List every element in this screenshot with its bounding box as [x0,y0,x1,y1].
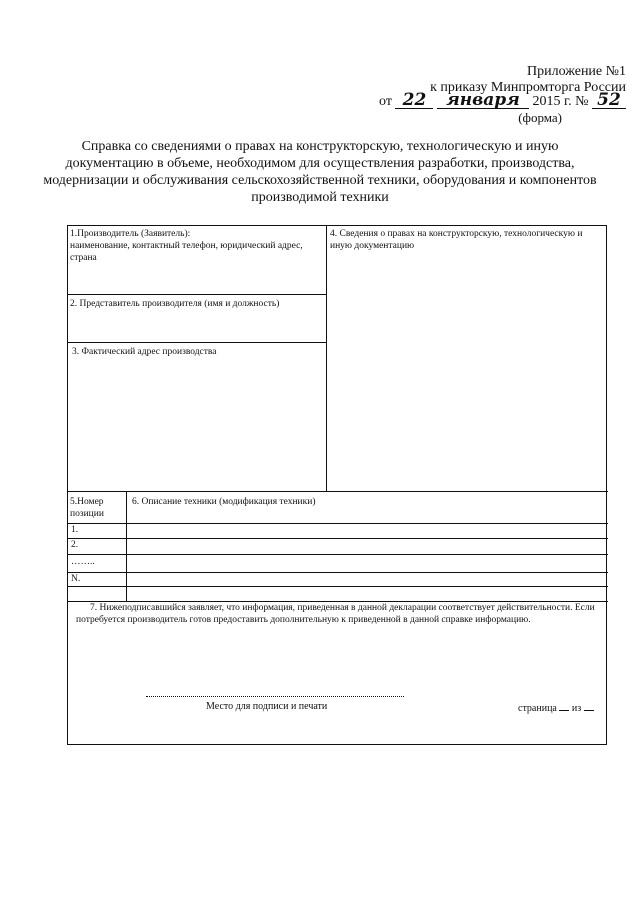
divider-1 [68,294,326,295]
row-line-3 [68,554,608,555]
appendix-label: Приложение №1 [527,64,626,79]
divider-vertical-top [326,226,327,491]
order-number-handwritten: 52 [592,92,626,109]
row-line-2 [68,538,608,539]
row-label-n: N. [71,574,81,584]
divider-vertical-table [126,491,127,601]
row-label-ellipsis: …….. [71,557,95,567]
producer-subtitle: наименование, контактный телефон, юридический адрес, страна [70,241,303,263]
form-table [67,225,607,745]
row-line-1 [68,523,608,524]
page-number-blank[interactable] [559,701,569,711]
description-header: 6. Описание техники (модификация техники) [132,497,316,507]
address-field[interactable]: 3. Фактический адрес производства [72,347,217,357]
page-counter [518,701,594,714]
signature-label: Место для подписи и печати [206,701,328,712]
date-suffix: г. № [563,94,589,109]
page-total-blank[interactable] [584,701,594,711]
rights-info-field[interactable]: 4. Сведения о правах на конструкторскую, технологическую и иную документацию [330,229,583,251]
page-of-label: из [571,703,582,714]
producer-title: 1.Производитель (Заявитель): [70,229,191,239]
date-year: 2015 [532,94,561,109]
date-day-handwritten: 22 [395,92,433,109]
row-label-2: 2. [71,540,79,550]
row-line-4 [68,572,608,573]
divider-2 [68,342,326,343]
date-month-handwritten: января [437,92,529,109]
declaration-text: 7. Нижеподписавшийся заявляет, что информация, приведенная в данной декларации соответствует действительности. Если потребуется производитель готов предоставить дополнительную к приведенной в данной справке информацию. [76,603,595,625]
divider-3 [68,491,608,492]
representative-field[interactable]: 2. Представитель производителя (имя и должность) [70,299,280,309]
document-title: Справка со сведениями о правах на конструкторскую, технологическую и иную документацию в объеме, необходимом для осуществления разработки, производства, модернизации и обслуживания сельскохозяйственной техники, оборудования и компонентов производимой техники [43,139,597,205]
row-line-5 [68,586,608,587]
producer-field[interactable] [70,228,325,264]
form-label: (форма) [518,110,562,125]
row-label-1: 1. [71,525,79,535]
order-date-line [379,92,626,110]
order-reference: к приказу Минпромторга России [430,80,626,95]
date-prefix: от [379,94,392,109]
position-number-header: 5.Номер позиции [70,497,104,519]
page-label: страница [518,703,557,714]
signature-line[interactable] [146,696,404,697]
